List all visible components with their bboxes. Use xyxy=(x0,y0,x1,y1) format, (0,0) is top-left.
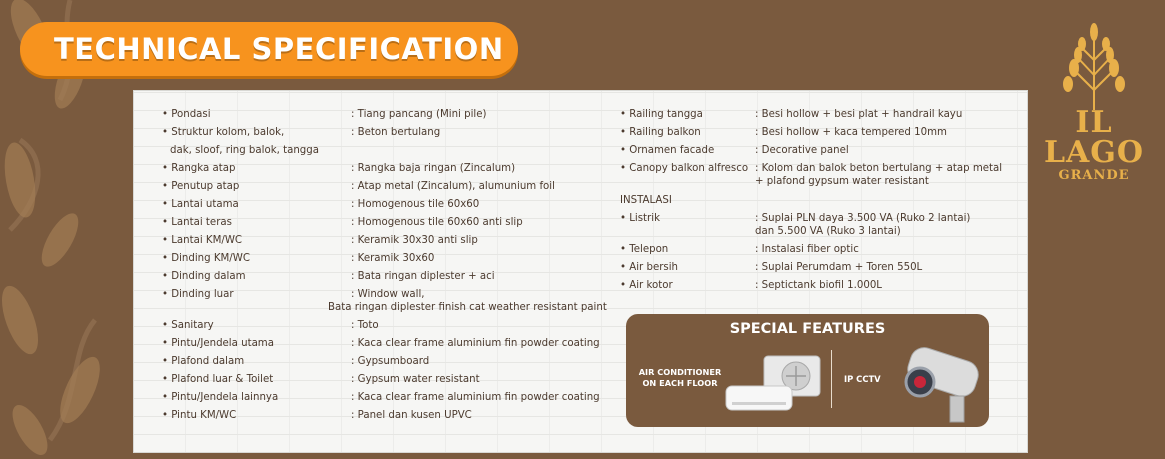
brand-name: IL LAGO xyxy=(1043,105,1145,170)
page-title: TECHNICAL SPECIFICATION xyxy=(54,32,504,66)
cctv-camera-icon xyxy=(898,344,986,426)
feature-cctv-label: IP CCTV xyxy=(844,374,881,384)
title-banner xyxy=(20,22,518,76)
brand-sub: GRANDE xyxy=(1058,168,1130,183)
spec-panel: • Pondasi : Tiang pancang (Mini pile) • Struktur kolom, balok, : Beton bertulang dak, sloof, ring balok, tangga • Rangka atap : Rangka baja ringan (Zincalum) • Penutup atap : Atap metal (Zincalum), alumunium foil • Lantai utama : Homogenous tile 60x60 • Lantai teras : Homogenous tile 60x60 anti slip • Lantai KM/WC : Keramik 30x30 anti slip • Dinding KM/WC : Keramik 30x60 • Dinding dalam : Bata ringan diplester + aci • Dinding luar : Window wall, Bata ringan diplester finish cat weather resistant paint • Sanitary : Toto • Pintu/Jendela utama : Kaca clear frame aluminium fin powder coating • Plafond dalam : Gypsumboard • Plafond luar & Toilet : Gypsum water resistant • Pintu/Jendela lainnya : Kaca clear frame aluminium fin powder coating • Pintu KM/WC : Panel dan kusen UPVC • Railing tangga : Besi hollow + besi plat + handrail kayu • Railing balkon : Besi hollow + kaca tempered 10mm • Ornamen facade : Decorative panel • Canopy balkon alfresco : Kolom dan balok beton bertulang + atap metal + plafond gypsum water resistant INSTALASI • Listrik : Suplai PLN daya 3.500 VA (Ruko 2 lantai) dan 5.500 VA (Ruko 3 lantai) • Telepon : Instalasi fiber optic • Air bersih : Suplai Perumdam + Toren 550L • Air kotor : Septictank biofil 1.000L xyxy=(133,90,1028,453)
features-divider xyxy=(831,350,832,408)
air-conditioner-icon xyxy=(724,350,826,420)
special-features-box xyxy=(626,314,989,427)
brand-logo xyxy=(1030,105,1158,184)
feature-air-conditioner-label: AIR CONDITIONER ON EACH FLOOR xyxy=(638,367,722,388)
special-features-title: SPECIAL FEATURES xyxy=(729,321,886,337)
